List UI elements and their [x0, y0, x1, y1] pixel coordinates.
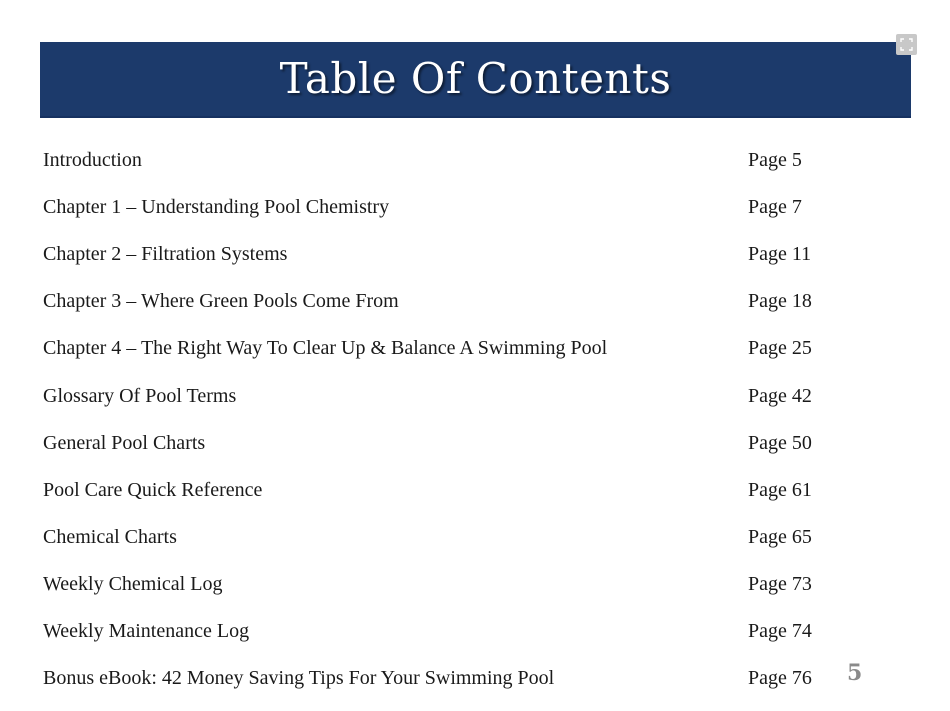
toc-entry[interactable]	[43, 231, 843, 278]
toc-entry[interactable]	[43, 608, 843, 655]
toc-entry-title: Introduction	[43, 149, 142, 172]
toc-entry-page: Page 5	[748, 149, 802, 172]
toc-entry-title: Chapter 1 – Understanding Pool Chemistry	[43, 196, 390, 219]
toc-entry-title: Bonus eBook: 42 Money Saving Tips For Your Swimming Pool	[43, 667, 555, 690]
toc-entry[interactable]	[43, 467, 843, 514]
toc-entry[interactable]	[43, 561, 843, 608]
toc-entry-title: Weekly Maintenance Log	[43, 619, 250, 642]
toc-entry-page: Page 73	[748, 572, 812, 595]
toc-entry-page: Page 61	[748, 478, 812, 501]
toc-entry-title: Pool Care Quick Reference	[43, 478, 263, 501]
page-number: 5	[847, 660, 863, 686]
toc-entry[interactable]	[43, 184, 843, 231]
toc-entry-title: Chapter 4 – The Right Way To Clear Up & Balance A Swimming Pool	[43, 337, 608, 360]
toc-entry-title: Chapter 2 – Filtration Systems	[43, 243, 288, 266]
toc-entry-page: Page 50	[748, 431, 812, 454]
toc-entry-title: Glossary Of Pool Terms	[43, 384, 237, 407]
toc-entry-page: Page 7	[748, 196, 802, 219]
title-banner	[40, 42, 911, 118]
toc-entry-page: Page 76	[748, 667, 812, 690]
toc-entry-title: Weekly Chemical Log	[43, 572, 223, 595]
toc-entry[interactable]	[43, 278, 843, 325]
toc-entry-title: Chapter 3 – Where Green Pools Come From	[43, 290, 399, 313]
toc-entry[interactable]	[43, 372, 843, 419]
page-title: Table Of Contents	[279, 53, 672, 103]
toc-entry[interactable]	[43, 137, 843, 184]
toc-entry-page: Page 11	[748, 243, 812, 266]
expand-button[interactable]	[896, 34, 917, 55]
toc-entry[interactable]	[43, 325, 843, 372]
toc-entry-page: Page 74	[748, 619, 812, 642]
toc-entry-page: Page 18	[748, 290, 812, 313]
toc-entry[interactable]	[43, 655, 843, 702]
toc-entry[interactable]	[43, 420, 843, 467]
toc-entry-title: Chemical Charts	[43, 525, 177, 548]
toc-entry-page: Page 65	[748, 525, 812, 548]
toc-list	[43, 137, 843, 702]
expand-icon	[900, 38, 913, 51]
toc-entry[interactable]	[43, 514, 843, 561]
toc-entry-page: Page 25	[748, 337, 812, 360]
toc-entry-page: Page 42	[748, 384, 812, 407]
toc-entry-title: General Pool Charts	[43, 431, 206, 454]
